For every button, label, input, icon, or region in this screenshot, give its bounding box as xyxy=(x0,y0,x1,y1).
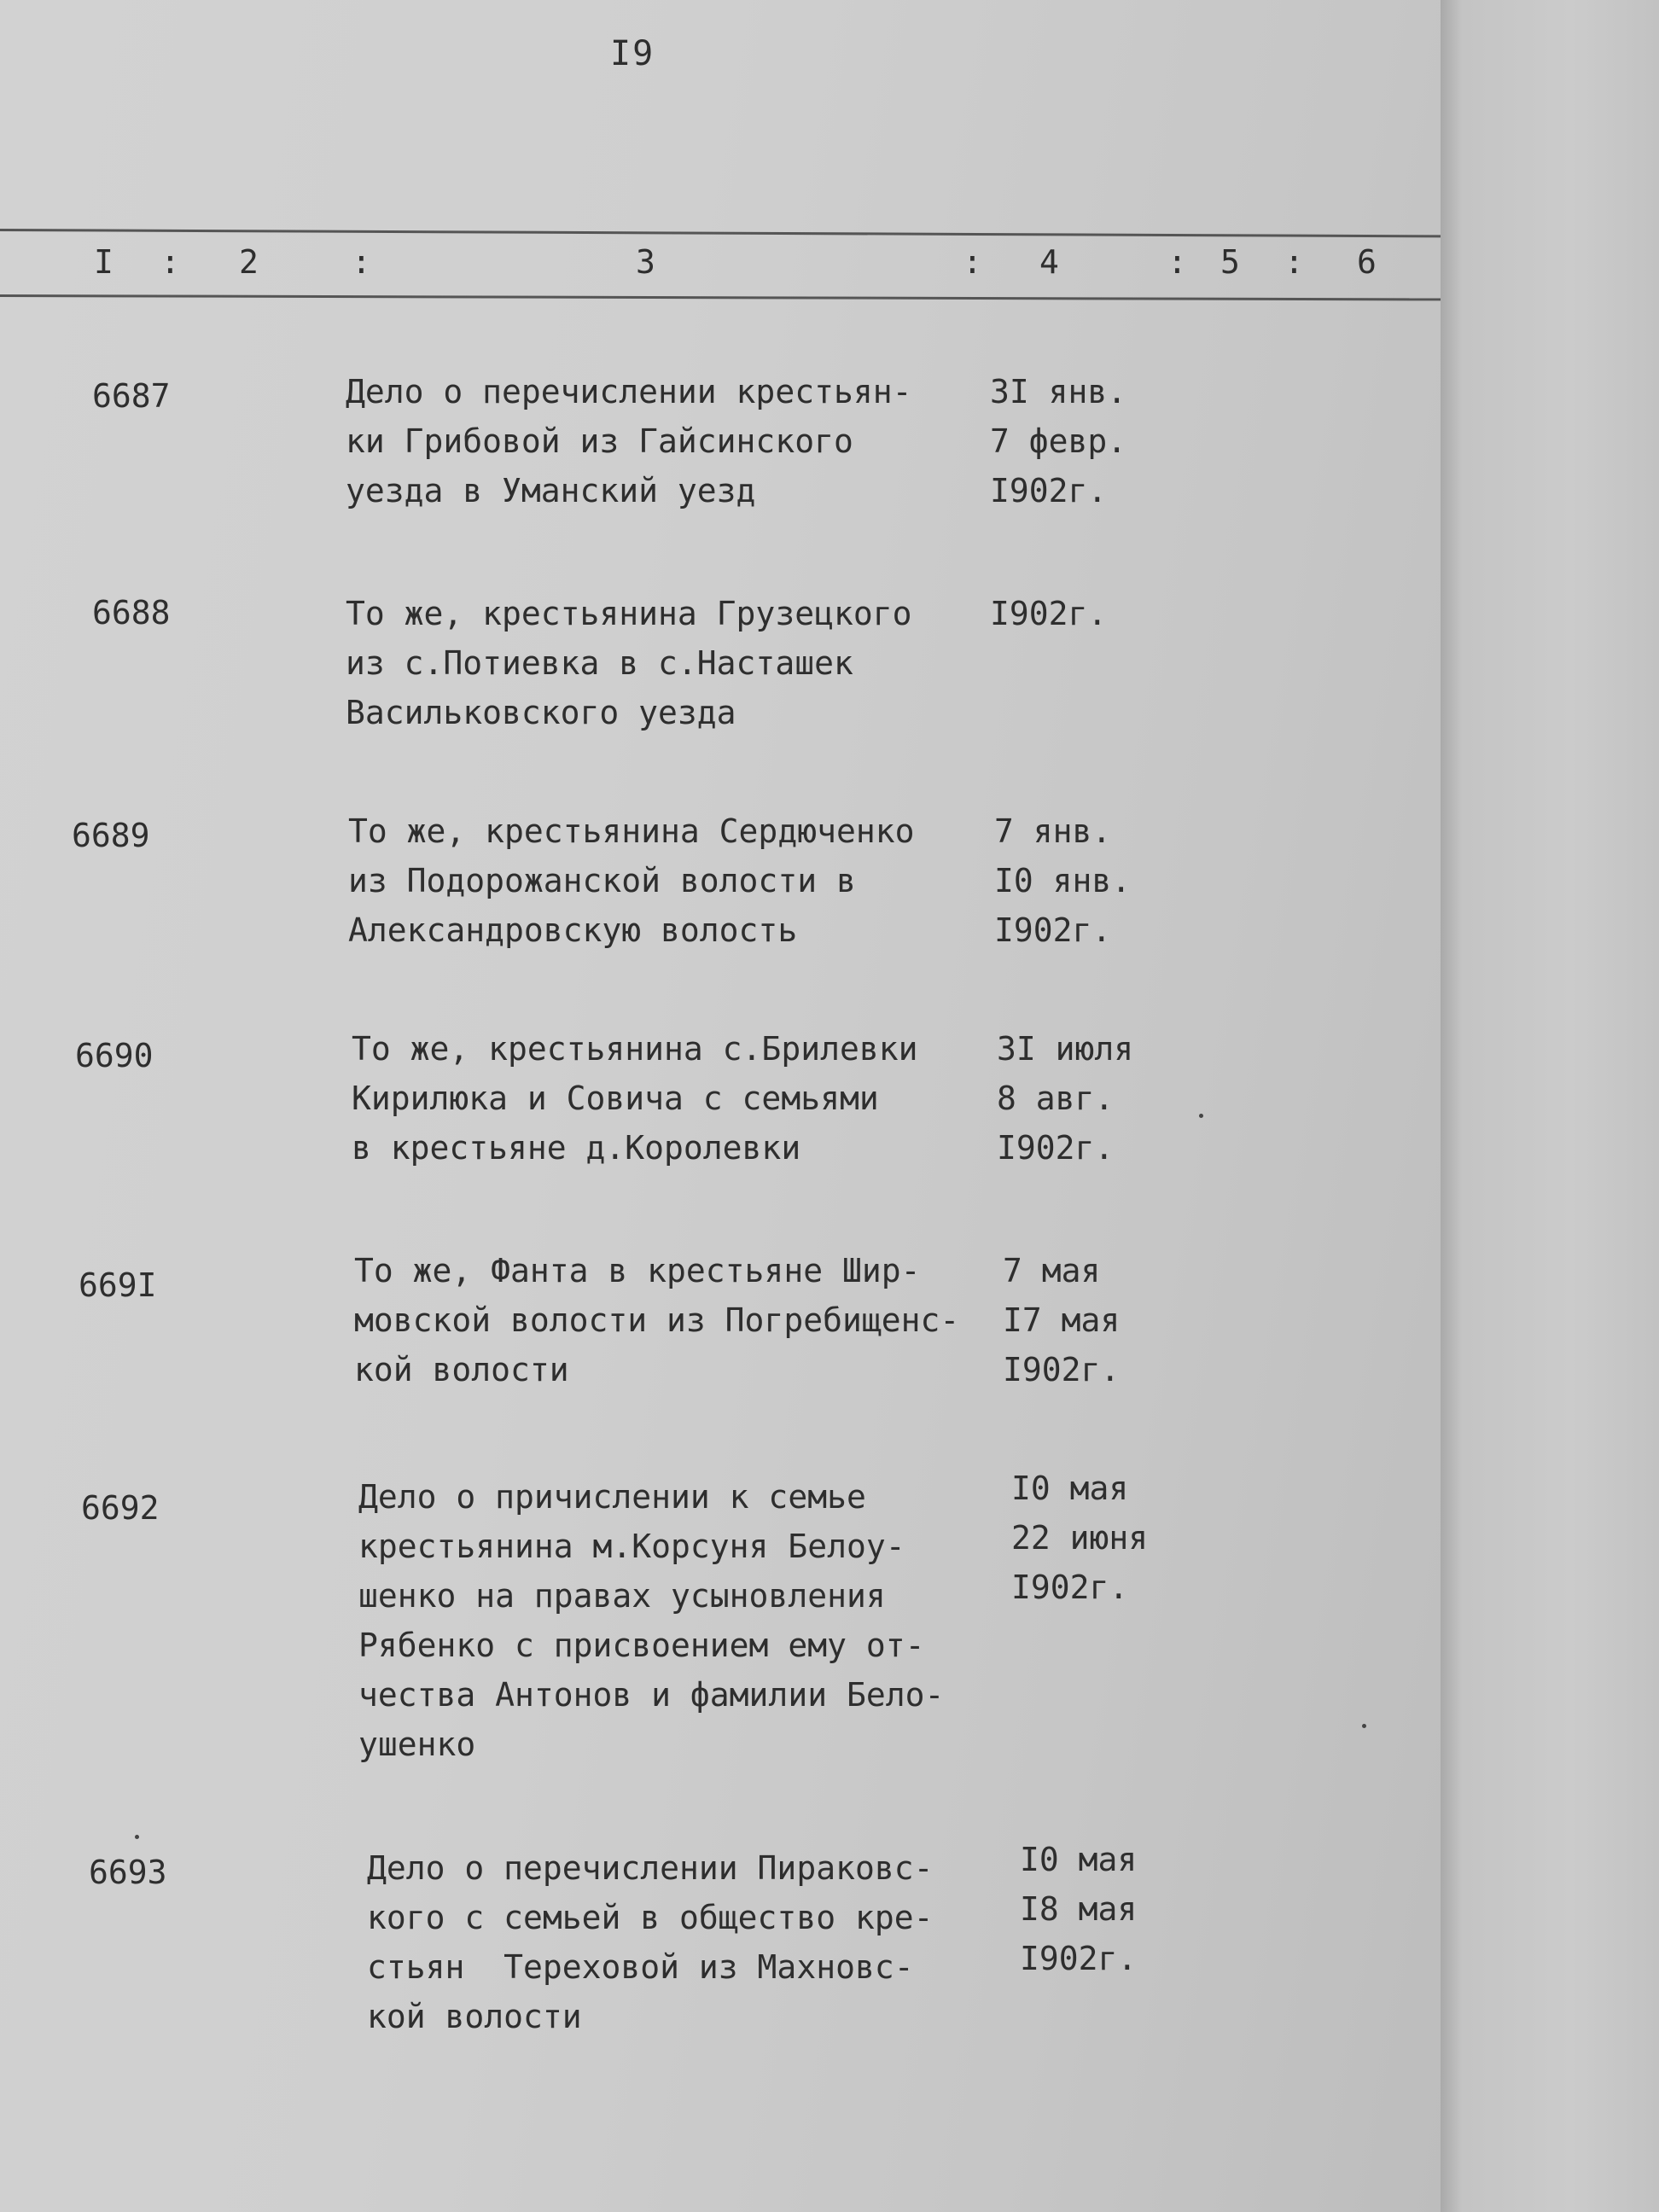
date-line: 8 авг. xyxy=(997,1080,1115,1117)
description-line: шенко на правах усыновления xyxy=(358,1577,886,1615)
date-line: I0 мая xyxy=(1020,1841,1138,1878)
entry-dates xyxy=(990,589,1107,638)
date-line: 22 июня xyxy=(1011,1519,1149,1557)
description-line: кого с семьей в общество кре- xyxy=(367,1899,934,1936)
date-line: I0 янв. xyxy=(994,862,1132,899)
entry-number: 6693 xyxy=(89,1854,167,1891)
column-separator: : xyxy=(1284,243,1304,281)
entry-description xyxy=(358,1472,944,1769)
description-line: уезда в Уманский уезд xyxy=(346,472,756,509)
date-line: 3I янв. xyxy=(990,373,1127,410)
column-header-1: I xyxy=(94,243,114,281)
description-line: Кирилюка и Совича с семьями xyxy=(352,1080,879,1117)
description-line: крестьянина м.Корсуня Белоу- xyxy=(358,1528,905,1565)
entry-description xyxy=(354,1246,959,1394)
date-line: I8 мая xyxy=(1020,1890,1138,1928)
paper-speck xyxy=(135,1835,139,1839)
description-line: ки Грибовой из Гайсинского xyxy=(346,422,853,460)
date-line: 3I июля xyxy=(997,1030,1134,1068)
page-number: I9 xyxy=(610,34,655,73)
date-line: I902г. xyxy=(994,911,1112,949)
paper-speck xyxy=(1199,1114,1203,1118)
description-line: Васильковского уезда xyxy=(346,694,736,731)
entry-description xyxy=(346,367,911,515)
entry-number: 6689 xyxy=(72,817,150,854)
entry-description xyxy=(346,589,911,737)
description-line: Дело о перечислении крестьян- xyxy=(346,373,912,410)
entry-description xyxy=(367,1843,933,2041)
column-header-6: 6 xyxy=(1357,243,1377,281)
description-line: Дело о причислении к семье xyxy=(358,1478,866,1516)
description-line: ушенко xyxy=(358,1726,476,1763)
entry-number: 6692 xyxy=(81,1489,160,1527)
date-line: 7 мая xyxy=(1003,1252,1101,1289)
entry-description xyxy=(352,1024,917,1173)
description-line: мовской волости из Погребищенс- xyxy=(354,1301,960,1339)
paper-speck xyxy=(1362,1724,1366,1728)
date-line: I902г. xyxy=(1011,1569,1129,1606)
description-line: Дело о перечислении Пираковс- xyxy=(367,1849,934,1887)
column-header-4: 4 xyxy=(1039,243,1059,281)
entry-number: 6690 xyxy=(75,1037,154,1074)
description-line: То же, крестьянина Сердюченко xyxy=(348,812,915,850)
description-line: стьян Тереховой из Махновс- xyxy=(367,1948,914,1986)
column-separator: : xyxy=(1167,243,1187,281)
page-edge-background xyxy=(1441,0,1659,2212)
description-line: из с.Потиевка в с.Насташек xyxy=(346,644,853,682)
entry-dates xyxy=(994,806,1131,955)
entry-number: 669I xyxy=(79,1266,157,1304)
description-line: кой волости xyxy=(367,1998,582,2035)
column-separator: : xyxy=(963,243,982,281)
column-header-2: 2 xyxy=(239,243,259,281)
description-line: кой волости xyxy=(354,1351,569,1388)
entry-dates xyxy=(1003,1246,1120,1394)
description-line: Рябенко с присвоением ему от- xyxy=(358,1627,925,1664)
entry-dates xyxy=(1020,1835,1137,1983)
date-line: I902г. xyxy=(1020,1940,1138,1977)
date-line: I0 мая xyxy=(1011,1470,1129,1507)
description-line: из Подорожанской волости в xyxy=(348,862,856,899)
column-separator: : xyxy=(160,243,180,281)
description-line: То же, Фанта в крестьяне Шир- xyxy=(354,1252,921,1289)
entry-dates xyxy=(997,1024,1133,1173)
entry-description xyxy=(348,806,914,955)
description-line: в крестьяне д.Королевки xyxy=(352,1129,801,1167)
column-header-5: 5 xyxy=(1220,243,1240,281)
date-line: 7 янв. xyxy=(994,812,1112,850)
description-line: чества Антонов и фамилии Бело- xyxy=(358,1676,945,1714)
date-line: I902г. xyxy=(997,1129,1115,1167)
date-line: I902г. xyxy=(990,595,1108,632)
entry-number: 6688 xyxy=(92,594,171,632)
date-line: I902г. xyxy=(990,472,1108,509)
description-line: Александровскую волость xyxy=(348,911,798,949)
entry-number: 6687 xyxy=(92,377,171,415)
date-line: I902г. xyxy=(1003,1351,1121,1388)
date-line: 7 февр. xyxy=(990,422,1127,460)
date-line: I7 мая xyxy=(1003,1301,1121,1339)
column-header-3: 3 xyxy=(636,243,655,281)
column-separator: : xyxy=(352,243,371,281)
description-line: То же, крестьянина с.Брилевки xyxy=(352,1030,918,1068)
entry-dates xyxy=(990,367,1126,515)
description-line: То же, крестьянина Грузецкого xyxy=(346,595,912,632)
entry-dates xyxy=(1011,1464,1148,1612)
